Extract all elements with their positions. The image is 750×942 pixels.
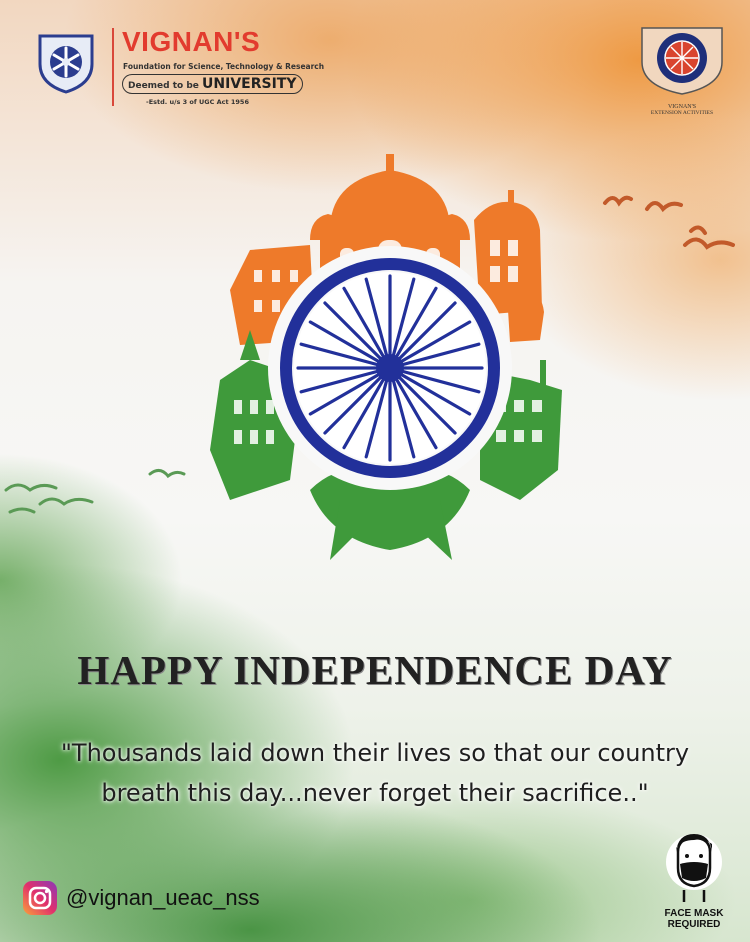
logo-deemed-pill <box>122 74 303 94</box>
mask-label-line-2: REQUIRED <box>667 919 721 930</box>
logo-name: VIGNAN'S <box>122 26 261 57</box>
face-mask-badge <box>656 828 732 930</box>
extension-subtitle: EXTENSION ACTIVITIES <box>650 110 714 116</box>
instagram-icon <box>22 880 58 916</box>
instagram-handle[interactable] <box>22 878 260 918</box>
quote <box>40 733 710 813</box>
extension-badge <box>636 24 728 124</box>
logo-university: UNIVERSITY <box>202 76 297 92</box>
quote-line-2: breath this day...never forget their sacrifice.." <box>101 779 649 807</box>
birds-flock-left-icon <box>0 460 200 530</box>
instagram-handle-text: @vignan_ueac_nss <box>66 885 260 910</box>
university-shield-icon <box>34 30 98 94</box>
logo-divider <box>112 28 114 106</box>
headline: HAPPY INDEPENDENCE DAY <box>77 647 673 693</box>
extension-wheel-icon <box>638 24 726 96</box>
logo-deemed-prefix: Deemed to be <box>128 81 199 91</box>
face-mask-icon <box>664 828 724 904</box>
logo-foundation: Foundation for Science, Technology & Research <box>123 62 325 71</box>
vignan-logo <box>34 26 324 116</box>
mask-label-line-1: FACE MASK <box>664 908 724 919</box>
extension-name: VIGNAN'S <box>667 104 697 110</box>
quote-line-1: "Thousands laid down their lives so that our country <box>60 739 690 767</box>
birds-flock-icon <box>595 185 750 275</box>
logo-established: -Estd. u/s 3 of UGC Act 1956 <box>146 98 249 106</box>
monuments-chakra-illustration <box>190 140 590 570</box>
